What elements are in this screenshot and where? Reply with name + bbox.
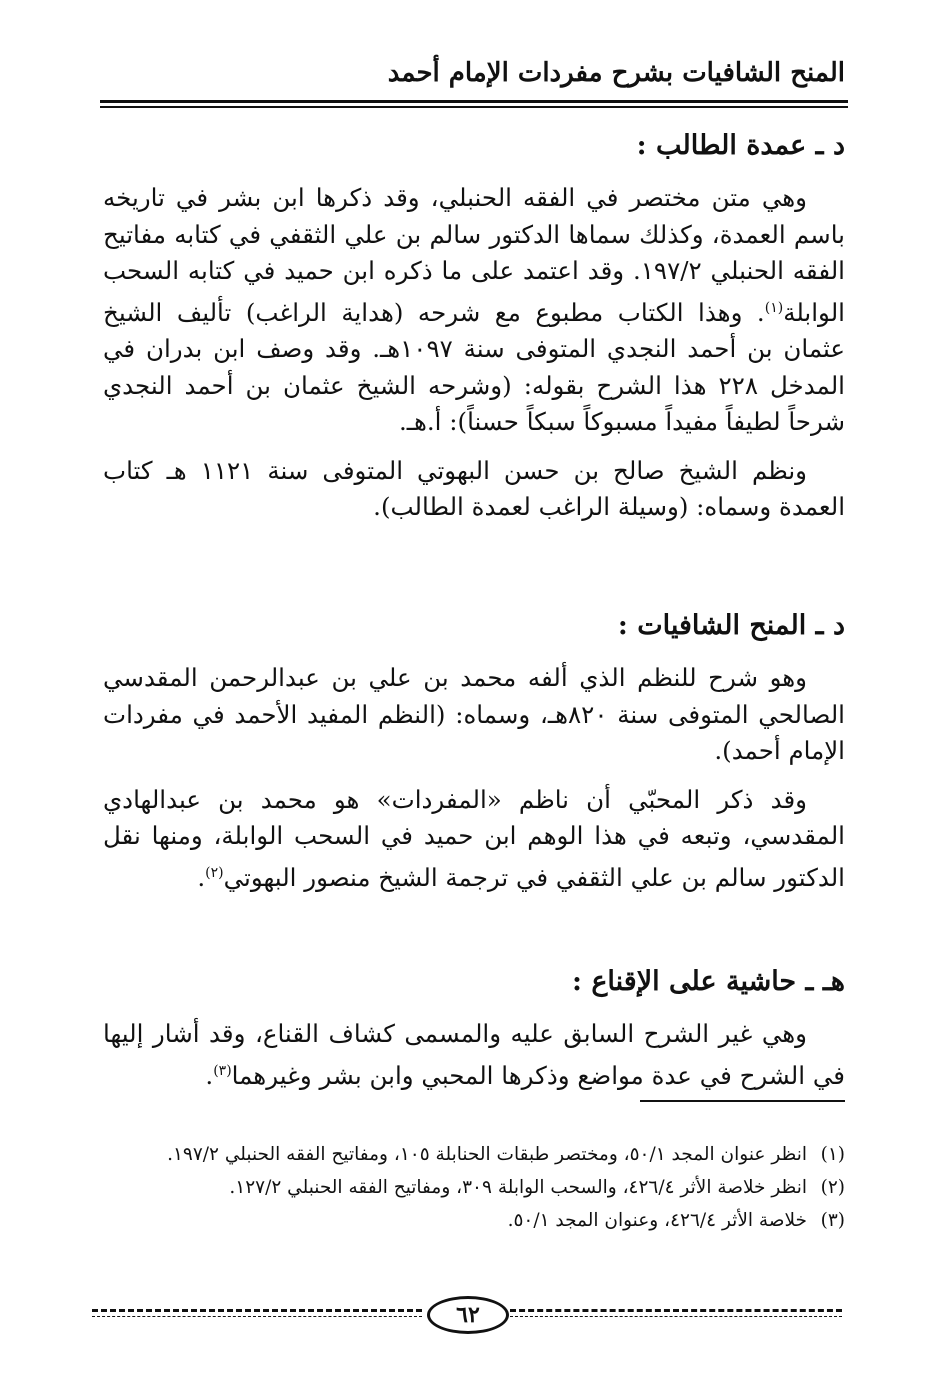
footnote-number: (٢) — [820, 1177, 845, 1198]
paragraph-text: . وهذا الكتاب مطبوع مع شرحه (هداية الراغب) تأليف الشيخ عثمان بن أحمد النجدي المتوفى سنة ١٠٩٧هـ. وقد وصف ابن بدران في المدخل ٢٢٨ هذا الشرح بقوله: (وشرحه الشيخ عثمان بن أحمد النجدي شرحاً لطيفاً مفيداً مسبوكاً سبكاً حسناً): أ.هـ. — [103, 297, 845, 437]
footnote-number: (١) — [820, 1144, 845, 1165]
section-heading-almanh-alshafiyat: د ـ المنح الشافيات : — [617, 610, 845, 641]
footnote-number: (٣) — [820, 1210, 845, 1231]
paragraph-text: وقد ذكر المحبّي أن ناظم «المفردات» هو محمد بن عبدالهادي المقدسي، وتبعه في هذا الوهم ابن حميد في السحب الوابلة، ومنها نقل الدكتور سالم بن علي الثقفي في ترجمة الشيخ منصور البهوتي — [103, 784, 845, 892]
page-number: ٦٢ — [427, 1296, 509, 1334]
section-body-almanh-alshafiyat — [103, 660, 845, 896]
paragraph-text: . — [205, 1060, 214, 1090]
footnote-item — [103, 1171, 845, 1204]
paragraph — [103, 1016, 845, 1094]
header-rule-thin — [100, 106, 848, 108]
paragraph-text: وهي غير الشرح السابق عليه والمسمى كشاف القناع، وقد أشار إليها في الشرح في عدة مواضع وذكرها المحبي وابن بشر وغيرهما — [103, 1019, 845, 1090]
footnote-item — [103, 1204, 845, 1237]
footer-dash-right — [510, 1309, 842, 1312]
footnote-reference: (١) — [764, 299, 784, 316]
paragraph-text: وهي متن مختصر في الفقه الحنبلي، وقد ذكرها ابن بشر في تاريخه باسم العمدة، وكذلك سماها الدكتور سالم بن علي الثقفي في كتابه مفاتيح الفقه الحنبلي ١٩٧/٢. وقد اعتمد على ما ذكره ابن حميد في كتابه السحب الوابلة — [103, 183, 845, 327]
footnote-separator — [640, 1100, 845, 1102]
paragraph — [103, 180, 845, 441]
footnote-text: خلاصة الأثر ٤٢٦/٤، وعنوان المجد ٥٠/١. — [507, 1210, 807, 1231]
page-footer — [92, 1296, 842, 1336]
paragraph-text: . — [197, 862, 206, 892]
paragraph-text: ونظم الشيخ صالح بن حسن البهوتي المتوفى سنة ١١٢١ هـ كتاب العمدة وسماه: (وسيلة الراغب لعمدة الطالب). — [103, 455, 845, 522]
running-header: المنح الشافيات بشرح مفردات الإمام أحمد — [387, 58, 845, 88]
footnote-reference: (٢) — [205, 864, 224, 881]
section-heading-hashiya-iqna: هـ ـ حاشية على الإقناع : — [571, 966, 845, 997]
section-heading-umdat-altalib: د ـ عمدة الطالب : — [636, 130, 845, 161]
paragraph — [103, 660, 845, 770]
footnotes — [103, 1138, 845, 1237]
footnote-text: انظر خلاصة الأثر ٤٢٦/٤، والسحب الوابلة ٣٠٩، ومفاتيح الفقه الحنبلي ١٢٧/٢. — [229, 1177, 807, 1198]
paragraph — [103, 453, 845, 526]
footnote-item — [103, 1138, 845, 1171]
header-rule-thick — [100, 100, 848, 103]
footnote-text: انظر عنوان المجد ٥٠/١، ومختصر طبقات الحنابلة ١٠٥، ومفاتيح الفقه الحنبلي ١٩٧/٢. — [167, 1144, 807, 1165]
paragraph-text: وهو شرح للنظم الذي ألفه محمد بن علي بن عبدالرحمن المقدسي الصالحي المتوفى سنة ٨٢٠هـ، وسماه: (النظم المفيد الأحمد في مفردات الإمام أحمد). — [103, 663, 845, 765]
section-body-hashiya-iqna — [103, 1016, 845, 1094]
paragraph — [103, 782, 845, 897]
footer-dash-left-thin — [92, 1316, 422, 1317]
footer-dash-right-thin — [510, 1316, 842, 1317]
footnote-reference: (٣) — [213, 1062, 232, 1079]
section-body-umdat-altalib — [103, 180, 845, 526]
footer-dash-left — [92, 1309, 422, 1312]
